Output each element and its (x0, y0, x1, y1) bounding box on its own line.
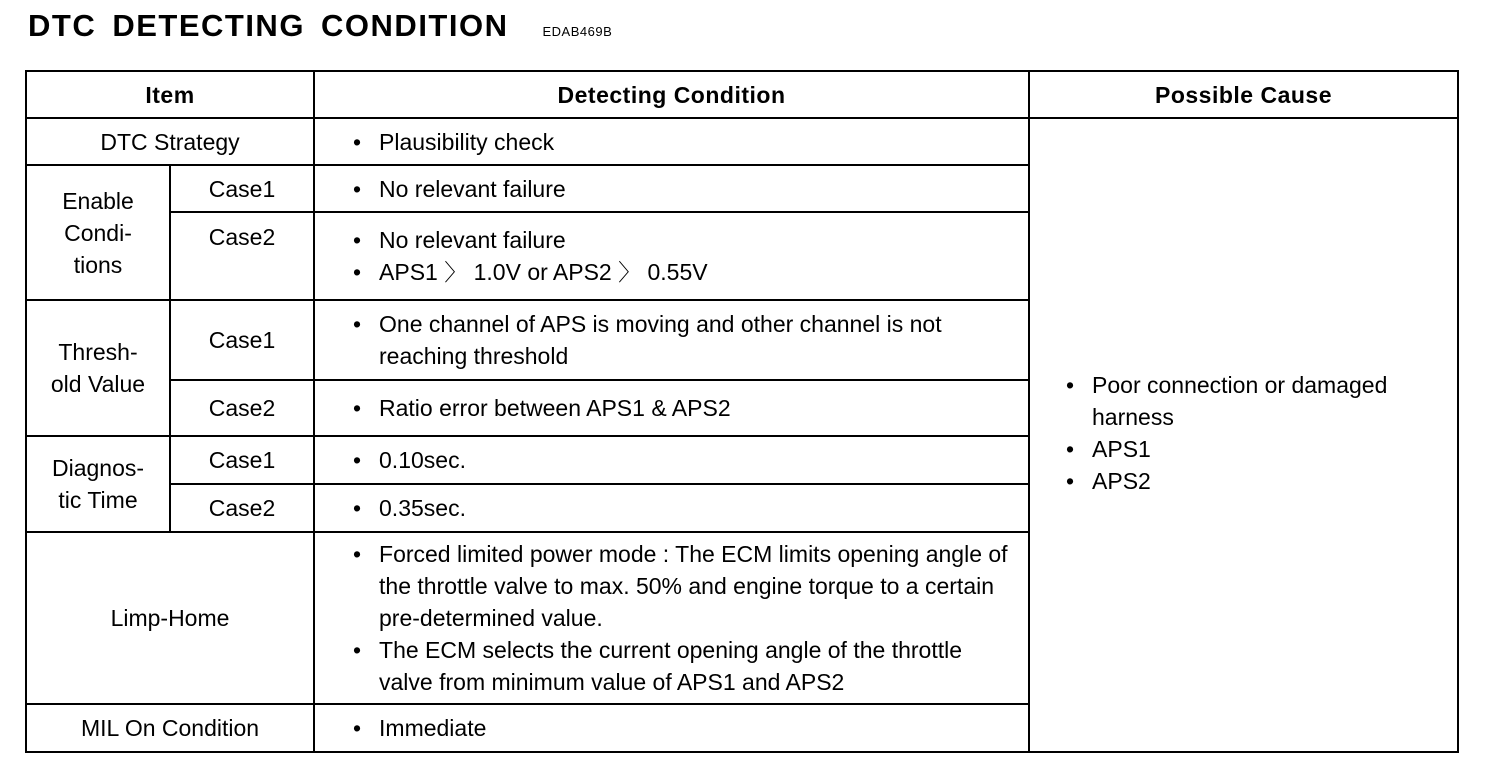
threshold-case2-condition (314, 380, 1029, 436)
condition-item: • One channel of APS is moving and other channel is not reaching threshold (353, 308, 963, 372)
diagnostic-time-text: Diagnos- tic Time (51, 455, 145, 513)
limp-home-label: Limp-Home (26, 532, 314, 704)
table-row-dtc-strategy (26, 118, 1458, 165)
limp-home-condition (314, 532, 1029, 704)
page-title: DTC DETECTING CONDITION (28, 8, 509, 43)
enable-conditions-label (26, 165, 170, 300)
condition-item: • Forced limited power mode : The ECM limits opening angle of the throttle valve to max. 50% and engine torque to a certain pre-determined value. (353, 538, 1020, 634)
dtc-strategy-label: DTC Strategy (26, 118, 314, 165)
case-label: Case1 (170, 300, 314, 380)
case-label: Case2 (170, 484, 314, 532)
condition-item: • 0.35sec. (353, 492, 1020, 524)
case-label: Case1 (170, 436, 314, 484)
case-label: Case1 (170, 165, 314, 212)
title-row (28, 8, 612, 48)
dtc-strategy-condition (314, 118, 1029, 165)
diagnostic-case1-condition (314, 436, 1029, 484)
case-label: Case2 (170, 380, 314, 436)
diagnostic-case2-condition (314, 484, 1029, 532)
cause-item: • APS1 (1066, 433, 1447, 465)
diagnostic-time-label (26, 436, 170, 532)
table-header-row (26, 71, 1458, 118)
cause-item: • APS2 (1066, 465, 1447, 497)
dtc-condition-table (25, 70, 1459, 753)
condition-item: • Plausibility check (353, 126, 1020, 158)
threshold-case1-condition (314, 300, 1029, 380)
possible-cause-cell (1029, 118, 1458, 752)
mil-on-condition-value (314, 704, 1029, 752)
header-item: Item (26, 71, 314, 118)
header-possible-cause: Possible Cause (1029, 71, 1458, 118)
condition-item: • No relevant failure (353, 173, 1020, 205)
cause-item: • Poor connection or damaged harness (1066, 369, 1447, 433)
condition-item: • 0.10sec. (353, 444, 1020, 476)
enable-conditions-text: Enable Condi- tions (62, 187, 134, 278)
threshold-value-label (26, 300, 170, 436)
mil-on-condition-label: MIL On Condition (26, 704, 314, 752)
condition-item: • No relevant failure (353, 224, 1020, 256)
case-label: Case2 (170, 212, 314, 300)
header-detecting-condition: Detecting Condition (314, 71, 1029, 118)
document-code: EDAB469B (542, 24, 613, 39)
enable-case2-condition (314, 212, 1029, 300)
threshold-value-text: Thresh- old Value (50, 339, 146, 397)
condition-item: • Ratio error between APS1 & APS2 (353, 392, 1020, 424)
condition-item: • The ECM selects the current opening angle of the throttle valve from minimum value of APS1 and APS2 (353, 634, 1020, 698)
enable-case1-condition (314, 165, 1029, 212)
condition-item: • APS1 〉 1.0V or APS2 〉 0.55V (353, 256, 1020, 288)
condition-item: • Immediate (353, 712, 1020, 744)
